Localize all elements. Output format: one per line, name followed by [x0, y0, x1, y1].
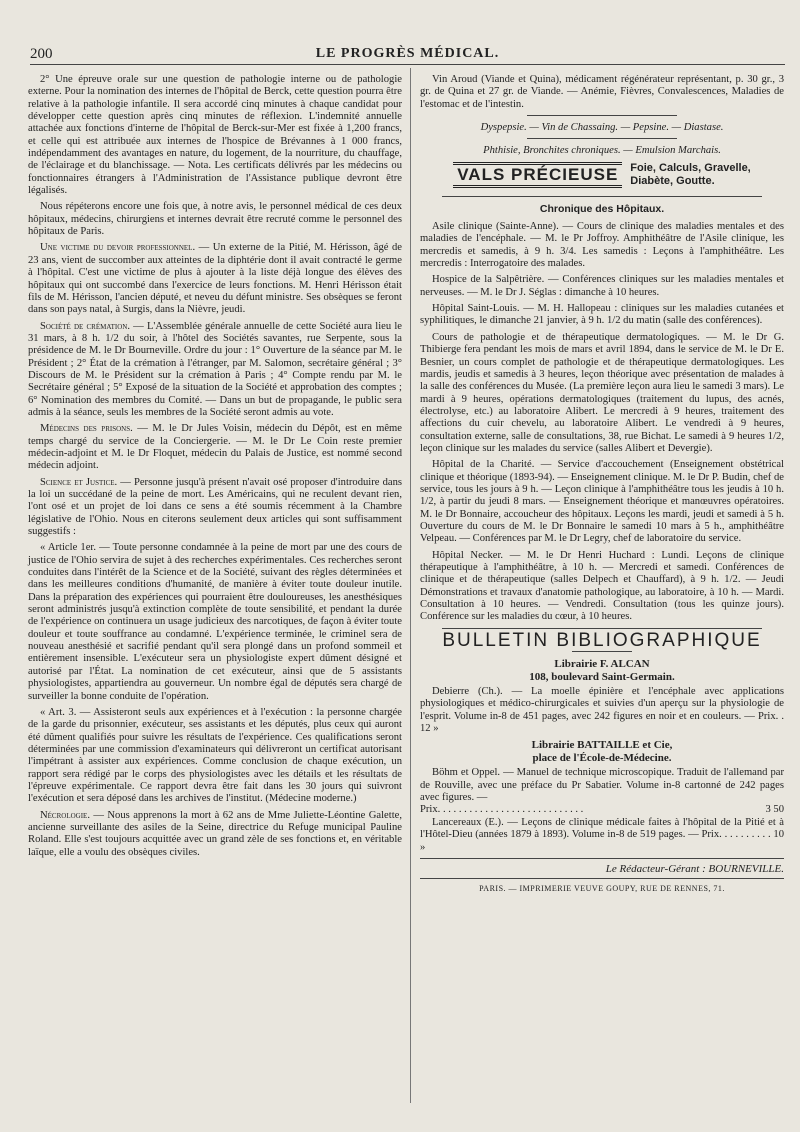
article-body: — L'Assemblée générale annuelle de cette Société aura lieu le 31 mars, à 8 h. 1/2 du soir, à l'hôtel des Sociétés savantes, rue Serpente, sous la présidence de M. le Dr Bourneville. Ordre du jour : 1° Ouverture de la séance par M. le Président ; 2° État de la crémation à l'étranger, par M. Salomon, secrétaire général ; 3° Discours de M. le Président sur la crémation à Paris ; 4° Compte rendu par M. le Secrétaire général ; 5° Exposé de la situation de la Société et approbation des comptes ; 6° Nomination des membres du Comité. — Dans un but de propagande, le public sera admis à la séance, seuls les membres de la Société seront admis au vote. [28, 320, 402, 418]
article-body: — Personne jusqu'à présent n'avait osé proposer d'introduire dans la loi un succédané de la peine de mort. Les Américains, qui ne reculent devant rien, l'ont osé et un projet de loi dans ce sens a été soumis récemment à la Chambre législative de l'Ohio. Nous en citerons seulement deux articles qui sont suffisamment suggestifs : [28, 476, 402, 538]
section-title-bulletin: BULLETIN BIBLIOGRAPHIQUE [442, 629, 762, 651]
hospital-saint-louis: Hôpital Saint-Louis. — M. H. Hallopeau : cliniques sur les maladies cutanées et syphilitiques, le dimanche 21 janvier, à 9 h. 1/2 du matin (salle des conférences). [420, 303, 784, 327]
publisher-battaille [420, 739, 784, 765]
publisher-address: 108, boulevard Saint-Germain. [529, 671, 675, 684]
divider [420, 858, 784, 859]
advert-chassaing: Dyspepsie. — Vin de Chassaing. — Pepsine. — Diastase. [480, 122, 724, 134]
advert-vin-aroud: Vin Aroud (Viande et Quina), médicament régénérateur représentant, p. 30 gr., 3 gr. de Quina et 27 gr. de Viande. — Anémie, Fièvres, Convalescences, Maladies de l'estomac et de l'intestin. [420, 74, 784, 110]
section-title-chronique: Chronique des Hôpitaux. [539, 202, 665, 215]
article-heading: Une victime du devoir professionnel. [40, 242, 196, 254]
paragraph-recrutement: Nous répéterons encore une fois que, à notre avis, le personnel médical de ces deux hôpitaux, médecins, chirurgiens et internes devrait être recruté comme le personnel des hôpitaux de Paris. [28, 201, 402, 238]
publisher-alcan [420, 658, 784, 684]
divider [527, 115, 677, 116]
book-lancereaux: Lancereaux (E.). — Leçons de clinique médicale faites à l'hôpital de la Pitié et à l'Hôtel-Dieu (années 1879 à 1893). Volume in-8 de 519 pages. — Prix. . . . . . . . . . 10 » [420, 816, 784, 853]
paragraph-epreuve-orale: 2° Une épreuve orale sur une question de pathologie interne ou de pathologie externe. Pour la nomination des internes de l'hôpital de Berck, cette question pourra être relative à la pathologie infantile. Il sera accordé cinq minutes à chaque candidat pour développer cette question après cinq minutes de réflexion. L'indemnité annuelle attachée aux fonctions d'interne de l'hôpital de Berck-sur-Mer est fixée à 1,200 francs, et celle qui est attribuée aux internes de l'hospice de Brévannes à 1 000 francs, indépendamment des avantages en nature, du logement, de la nourriture, du chauffage, de l'éclairage et du blanchissage. — Nota. Les certificats délivrés par les médecins ou fonctionnaires étrangers à l'Administration de l'Assistance publique devront être légalisés. [28, 74, 402, 197]
hospital-charite: Hôpital de la Charité. — Service d'accouchement (Enseignement obstétrical clinique et théorique (1893-94). — Enseignement clinique. M. le Dr P. Budin, chef de service, tous les jours à 9 h. — Leçon clinique à l'amphithéâtre tous les jeudis à 10 h. 1/2, à partir du jeudi 8 mars. — Enseignement théorique et manœuvres opératoires. M. le Dr Bonnaire, accoucheur des hôpitaux. Leçons les mardi, jeudi et samedi à 5 h. Ouverture du cours de M. le Dr Bonnaire le samedi 10 mars à 5 h., amphithéâtre Velpeau. — Conférences par M. le Dr Legry, chef de laboratoire du service. [420, 459, 784, 545]
article-heading: Nécrologie. [40, 809, 90, 821]
article-medecins-prisons [28, 423, 402, 472]
page-number: 200 [30, 46, 53, 62]
advert-marchais: Phthisie, Bronchites chroniques. — Emulsion Marchais. [483, 145, 721, 157]
right-column [420, 74, 784, 896]
article-body: — Nous apprenons la mort à 62 ans de Mme Juliette-Léontine Galette, ancienne surveillante des asiles de la Seine, directrice du Refuge municipal Pauline Roland. Elle s'est toujours acquittée avec un grand zèle de ses fonctions et, en véritable laïque, elle a voulu des obsèques civiles. [28, 809, 402, 858]
book-debierre: Debierre (Ch.). — La moelle épinière et l'encéphale avec applications physiologiques et médico-chirurgicales et suivies d'un aperçu sur la physiologie de l'esprit. Volume in-8 de 451 pages, avec 242 figures en noir et en couleurs. — Prix. . 12 » [420, 686, 784, 735]
vals-line-1: Foie, Calculs, Gravelle, [630, 161, 751, 174]
article-necrologie [28, 810, 402, 859]
price-value: 3 50 [765, 804, 784, 816]
publisher-name: Librairie BATTAILLE et Cie, [531, 739, 673, 752]
left-column [28, 74, 402, 863]
book-bohm-oppel: Böhm et Oppel. — Manuel de technique microscopique. Traduit de l'allemand par de Rouville, avec une préface du Pr Sabatier. Volume in-8 cartonné de 242 pages avec figures. — [420, 767, 784, 804]
divider [442, 628, 762, 629]
imprimerie-line: PARIS. — IMPRIMERIE VEUVE GOUPY, RUE DE RENNES, 71. [479, 884, 725, 894]
article-heading: Science et Justice. [40, 476, 118, 488]
divider [572, 651, 632, 652]
vals-indications [630, 162, 750, 188]
divider [442, 196, 762, 197]
article-victime-devoir [28, 242, 402, 316]
publisher-name: Librairie F. ALCAN [554, 658, 650, 671]
page-header [30, 44, 785, 65]
divider [420, 878, 784, 879]
quote-article-3: « Art. 3. — Assisteront seuls aux expériences et à l'exécution : la personne chargée de la garde du prisonnier, exécuteur, ses assistants et les députés, plus ceux qui auront été dûment qualifiés pour suivre les résultats de l'expérience. Ces qualifications seront déterminées par une commission d'examinateurs qui délivreront un certificat autorisant l'impétrant à assister aux expériences. Comme conclusion de chaque exécution, un rapport sera rédigé par le corps des physiologistes avec les détails et les résultats de l'épreuve expérimentale. Ce rapport devra être fait dans les 30 jours qui suivront l'exécution et sera déposé dans les archives de l'institut. (Médecine moderne.) [28, 706, 402, 805]
advert-vals [420, 162, 784, 188]
hospital-salpetriere: Hospice de la Salpêtrière. — Conférences cliniques sur les maladies mentales et nerveuses. — M. le Dr J. Séglas : dimanche à 10 heures. [420, 274, 784, 298]
hospital-asile-clinique: Asile clinique (Sainte-Anne). — Cours de clinique des maladies mentales et des maladies de l'encéphale. — M. le Pr Joffroy. Amphithéâtre de l'Asile clinique, les mercredis et samedis, à 9 h. 3/4. Les samedis : Leçons à l'amphithéâtre. Les mercredis : Interrogatoire des malades. [420, 221, 784, 270]
article-body: — M. le Dr Jules Voisin, médecin du Dépôt, est en même temps chargé du service de la Conciergerie. — M. le Dr Le Coin reste premier médecin-adjoint et M. le Dr Floquet, médecin du Palais de Justice, est nommé second médecin adjoint. [28, 423, 402, 472]
column-divider [410, 68, 411, 1103]
article-body: — Un externe de la Pitié, M. Hérisson, âgé de 23 ans, vient de succomber aux atteintes de la diphtérie dont il avait contracté le germe à l'hôpital. C'est une victime de plus à ajouter à la liste déjà longue des élèves des hôpitaux qui ont succombé dans l'exercice de leurs fonctions. M. Henri Hérisson était fils de M. Hérisson, l'ancien député, et neveu du défunt ministre. Ses obsèques se feront dans son pays natal, à Surgis, dans la Nièvre, jeudi. [28, 242, 403, 316]
quote-article-1: « Article 1er. — Toute personne condamnée à la peine de mort par une des cours de justice de l'Ohio servira de sujet à des recherches expérimentales. Ces recherches seront conduites dans l'intérêt de la Science et de la Société, suivant des règles déterminées et dans les meilleures conditions d'humanité, de manière à éviter toute douleur inutile. Dans la préparation des expériences qui pourraient être douloureuses, les anesthésiques seront administrés jusqu'à extinction complète de toute sensibilité, et pendant la durée de l'expérience on continuera un usage judicieux des narcotiques, de façon à éviter toute douleur et toute souffrance au condamné. L'expérience terminée, le criminel sera de nouveau anesthésié et sacrifié pendant qu'il sera plongé dans un profond sommeil et entièrement insensible. L'exécuteur sera un physiologiste expert dûment désigné et autorisé par l'État. La nomination de cet exécuteur, ainsi que de 5 assistants physiologistes, appartiendra au gouverneur. Un nombre égal de députés sera chargé de surveiller la bonne conduite de l'opération. [28, 542, 402, 702]
price-label: Prix. . . . . . . . . . . . . . . . . . . . . . . . . . . . [420, 804, 584, 816]
vals-logo: VALS PRÉCIEUSE [453, 162, 622, 188]
article-societe-cremation [28, 321, 402, 420]
article-science-justice [28, 477, 402, 539]
course-dermatologie: Cours de pathologie et de thérapeutique dermatologiques. — M. le Dr G. Thibierge fera pendant les mois de mars et avril 1894, dans le service de M. le Dr E. Besnier, un cours complet de pathologie et de thérapeutique dermatologiques. Les mardis, jeudis et samedis à 3 heures, leçon théorique avec présentation de malades à la salle des conférences du Musée. (La première leçon aura lieu le samedi 3 mars). Le mardi à 9 heures, opérations dermatologiques (traitement du lupus, des acnés, électrolyse, etc.) au laboratoire Alibert. Le mercredi à 9 heures, traitement des affections du cuir chevelu, au laboratoire Alibert. Le vendredi à 9 heures, consultation externe, salle de consultations, 38, rue Bichat. Le samedi à 9 heures 1/2, leçon clinique sur les malades du service (salles Alibert et Devergie). [420, 331, 784, 454]
hospital-necker: Hôpital Necker. — M. le Dr Henri Huchard : Lundi. Leçons de clinique thérapeutique à l'amphithéâtre, à 10 h. — Mercredi et samedi. Conférences de clinique et de thérapeutique (salles Delpech et Chauffard), à 9 h. 1/2. — Jeudi Démonstrations et travaux d'anatomie pathologique, au laboratoire, à 10 h. — Mardi. Consultation à 10 heures. — Vendredi. Consultation (tous les quinze jours). Conférence sur les maladies du cœur, à 10 heures. [420, 549, 784, 623]
redacteur-gerant: Le Rédacteur-Gérant : BOURNEVILLE. [605, 862, 784, 875]
divider [527, 138, 677, 139]
vals-line-2: Diabète, Goutte. [630, 174, 715, 187]
article-heading: Société de crémation. [40, 320, 130, 332]
article-heading: Médecins des prisons. [40, 423, 133, 435]
journal-title: LE PROGRÈS MÉDICAL. [315, 46, 500, 61]
book-price-line [420, 804, 784, 816]
publisher-address: place de l'École-de-Médecine. [532, 752, 672, 765]
